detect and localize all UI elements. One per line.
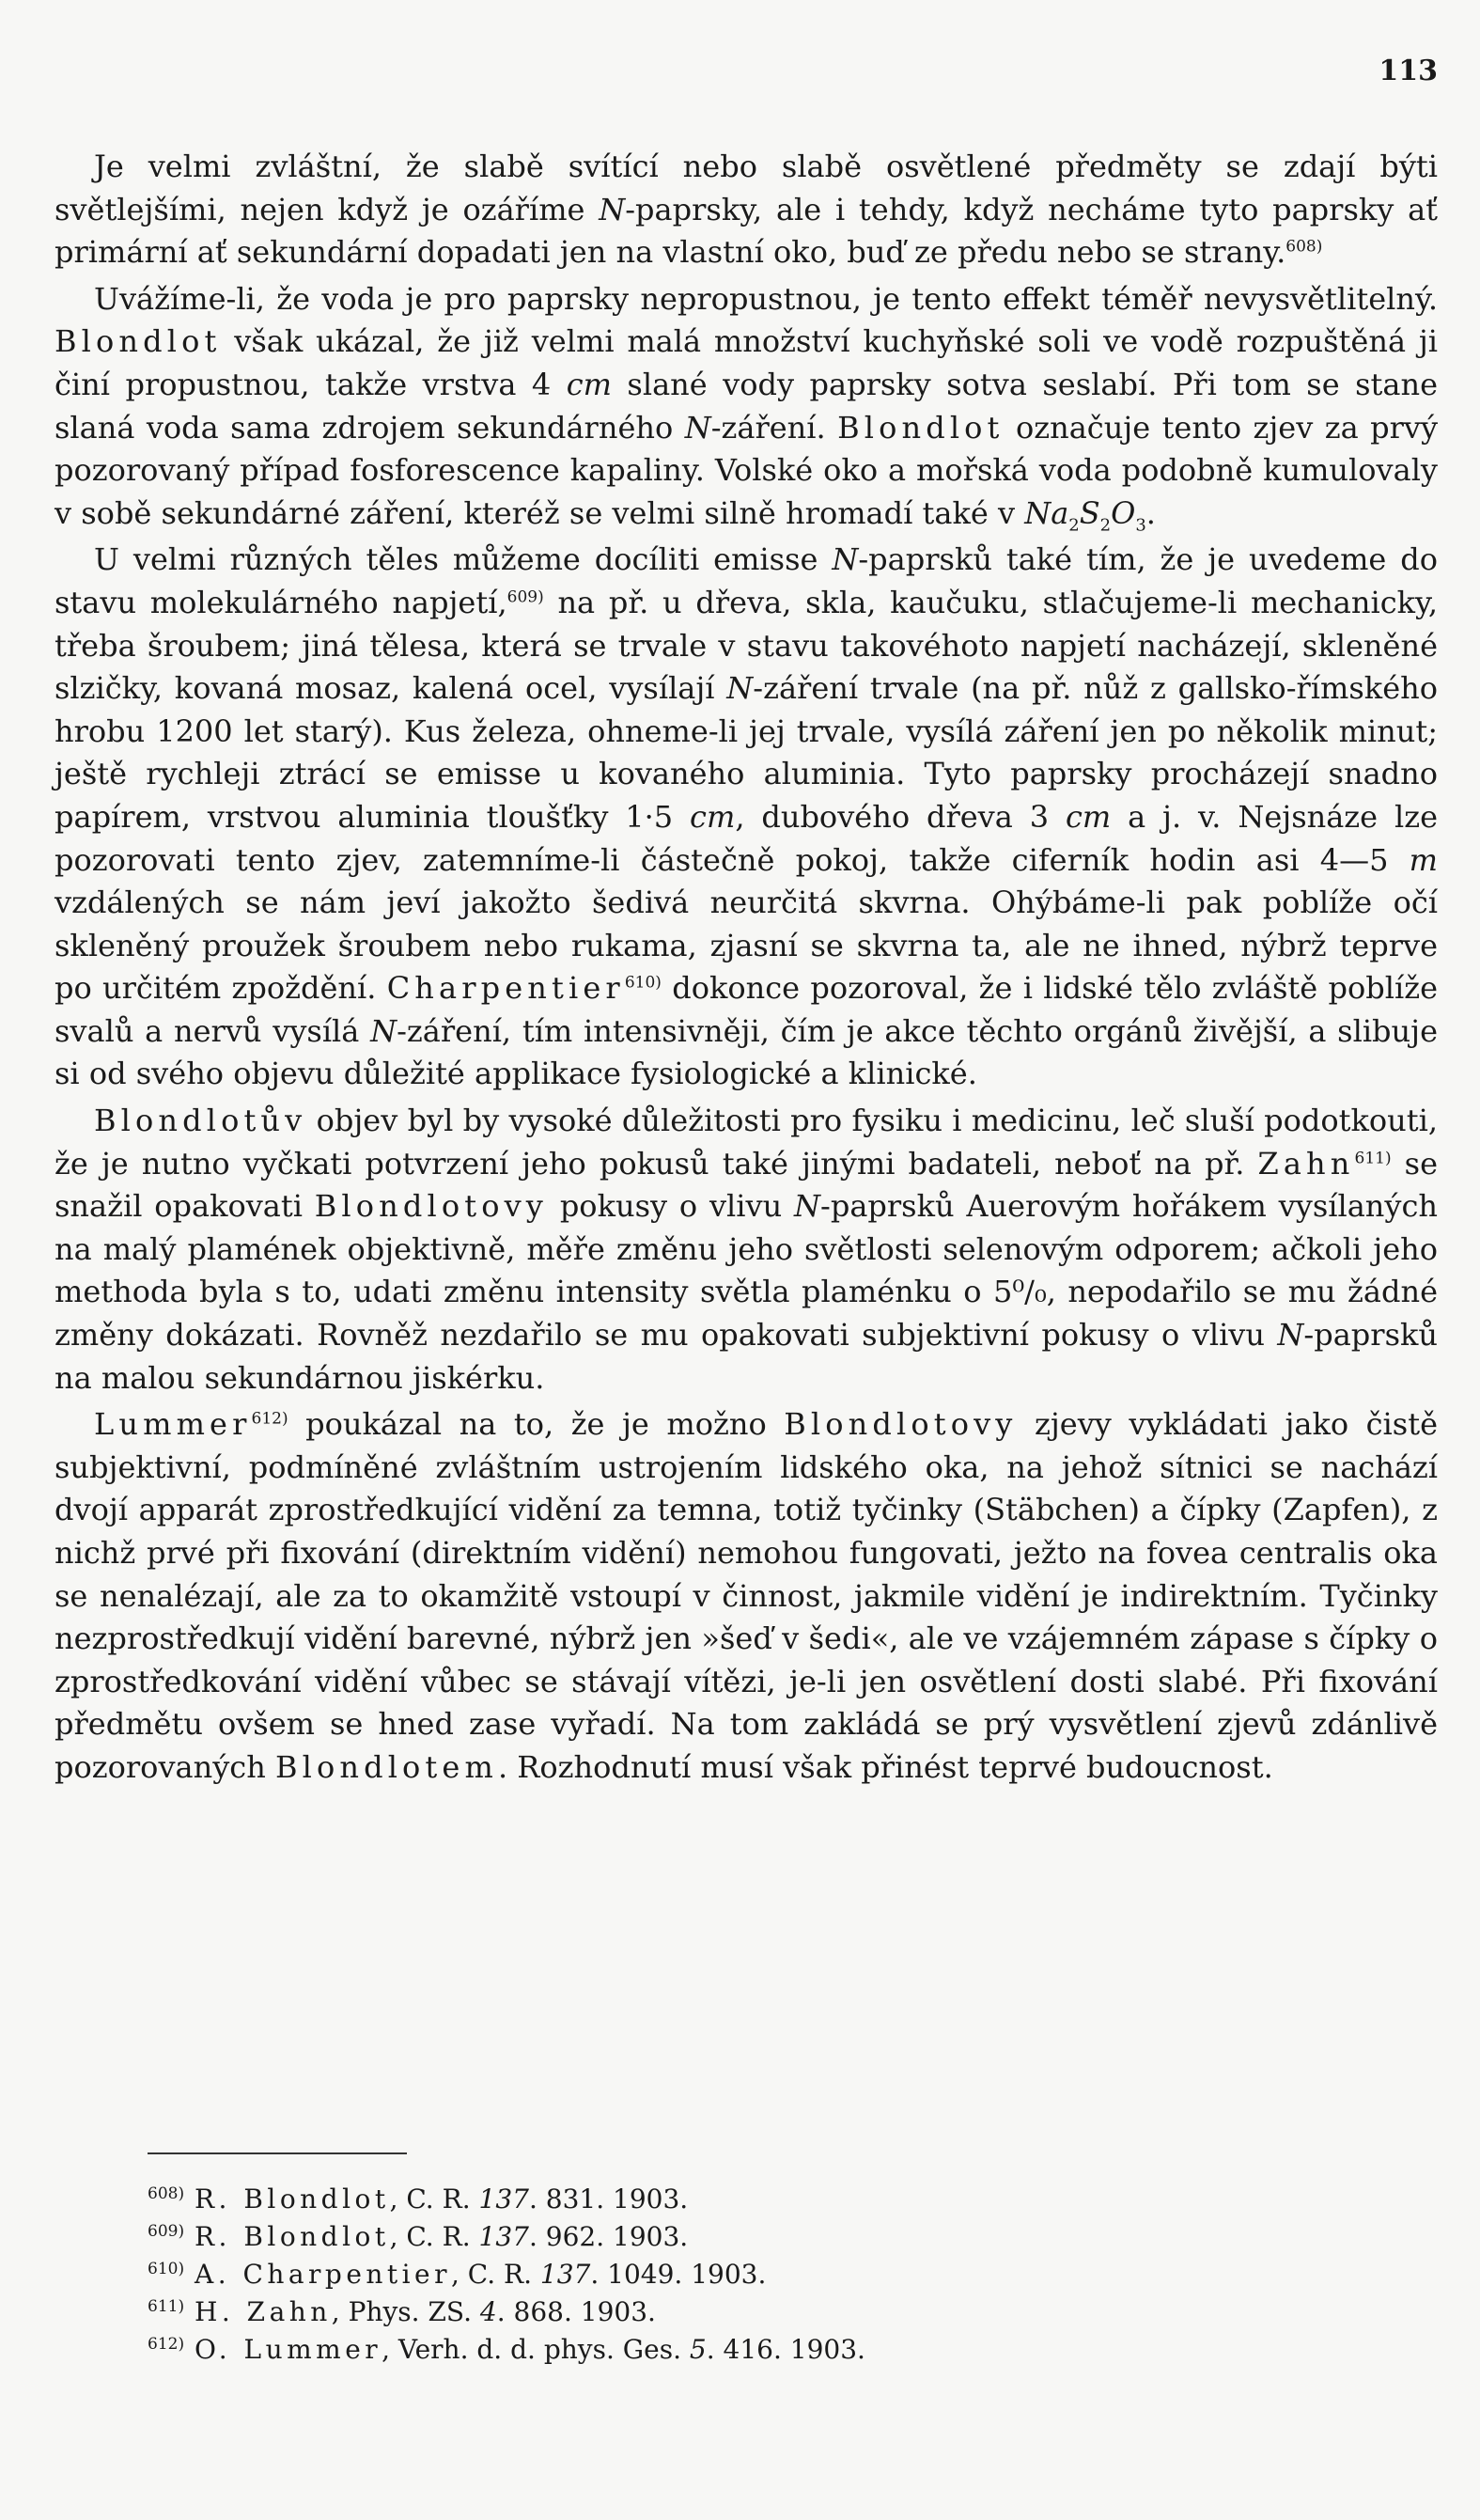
footnote-ref-609: 609) (506, 587, 544, 607)
author-name: Charpentier (386, 970, 625, 1007)
footnote-ref-610: 610) (624, 973, 662, 993)
footnote-ref-611: 611) (1354, 1149, 1392, 1167)
footnotes (148, 2181, 1369, 2369)
footnote-609: 609) R. Blondlot, C. R. 137. 962. 1903. (148, 2221, 689, 2252)
author-name: Blondlotem (274, 1748, 498, 1785)
author-name: Blondlotův (94, 1103, 307, 1139)
author-name: Blondlotovy (784, 1406, 1018, 1443)
footnote-611: 611) H. Zahn, Phys. ZS. 4. 868. 1903. (148, 2296, 656, 2327)
paragraph-5: Lummer$^{612)}$ poukázal na to, že je možno Blondlotovy zjevy vykládati jako čistě subjektivní, podmíněné zvláštním ustrojením lidského oka, na jehož sítnici se nachází dvojí apparát zprostředkující vidění za temna, totiž tyčinky (Stäbchen) a čípky (Zapfen), z nichž prvé při fixování (direktním vidění) nemohou fungovati, ježto na fovea centralis oka se nenalézají, ale za to okamžitě vstoupí v činnost, jakmile vidění je indirektním. Tyčinky nezprostředkují vidění barevné, nýbrž jen »šeď v šedi«, ale ve vzájemném zápase s čípky o zprostředkování vidění vůbec se stávají vítězi, je-li jen osvětlení dosti slabé. Při fixování předmětu ovšem se hned zase vyřadí. Na tom zakládá se prý vysvětlení zjevů zdánlivě pozorovaných Blondlotem. Rozhodnutí musí však přinést teprvé budoucnost. (55, 1406, 1439, 1785)
author-name: Blondlotovy (314, 1188, 549, 1225)
paragraph-1: Je velmi zvláštní, že slabě svítící nebo slabě osvětlené předměty se zdají býti světlejšími, nejen když je ozáříme N-paprsky, ale i tehdy, když necháme tyto paprsky ať primární ať sekundární dopadati jen na vlastní oko, buď ze předu nebo se strany.$^{608)}$ (55, 149, 1439, 271)
paragraph-3: U velmi různých těles můžeme docíliti emisse N-paprsků také tím, že je uvedeme do stavu molekulárného napjetí,$^{609)}$ na př. u dřeva, skla, kaučuku, stlačujeme-li mechanicky, třeba šroubem; jiná tělesa, která se trvale v stavu takovéhoto napjetí nacházejí, skleněné slzičky, kovaná mosaz, kalená ocel, vysílají N-záření trvale (na př. nůž z gallsko-římského hrobu 1200 let starý). Kus železa, ohneme-li jej trvale, vysílá záření jen po několik minut; ještě rychleji ztrácí se emisse u kovaného aluminia. Tyto paprsky procházejí snadno papírem, vrstvou aluminia tloušťky 1·5 cm, dubového dřeva 3 cm a j. v. Nejsnáze lze pozorovati tento zjev, zatemníme-li částečně pokoj, takže ciferník hodin asi 4—5 m vzdálených se nám jeví jakožto šedivá neurčitá skvrna. Ohýbáme-li pak poblíže očí skleněný proužek šroubem nebo rukama, zjasní se skvrna ta, ale ne ihned, nýbrž teprve po určitém zpoždění. Charpentier$^{610)}$ dokonce pozoroval, že i lidské tělo zvláště poblíže svalů a nervů vysílá N-záření, tím intensivněji, čím je akce těchto orgánů živější, a slibuje si od svého objevu důležité applikace fysiologické a klinické. (55, 541, 1439, 1092)
author-name: Blondlot (55, 323, 222, 360)
chemical-formula: $Na_2S_2O_3$ (1024, 494, 1146, 536)
author-name: Blondlot (837, 409, 1005, 446)
author-name: Lummer (94, 1406, 252, 1443)
page-number: 113 (1379, 55, 1438, 87)
footnote-610: 610) A. Charpentier, C. R. 137. 1049. 1903. (148, 2259, 767, 2290)
main-text (55, 146, 1438, 1790)
paragraph-2: Uvážíme-li, že voda je pro paprsky nepropustnou, je tento effekt téměř nevysvětlitelný. Blondlot však ukázal, že již velmi malá množství kuchyňské soli ve vodě rozpuštěná ji činí propustnou, takže vrstva 4 cm slané vody paprsky sotva seslabí. Při tom se stane slaná voda sama zdrojem sekundárného N-záření. Blondlot označuje tento zjev za prvý pozorovaný případ fosforescence kapaliny. Volské oko a mořská voda podobně kumulovaly v sobě sekundárné záření, kteréž se velmi silně hromadí také v $Na_2S_2O_3$. (55, 280, 1439, 536)
footnote-612: 612) O. Lummer, Verh. d. d. phys. Ges. 5. 416. 1903. (148, 2334, 865, 2365)
footnote-divider (148, 2152, 407, 2154)
author-name: Zahn (1257, 1145, 1355, 1182)
footnote-608: 608) R. Blondlot, C. R. 137. 831. 1903. (148, 2183, 689, 2215)
footnote-ref-608: 608) (1285, 237, 1323, 257)
footnote-ref-612: 612) (251, 1409, 288, 1429)
paragraph-4: Blondlotův objev byl by vysoké důležitosti pro fysiku i medicinu, leč sluší podotkouti, že je nutno vyčkati potvrzení jeho pokusů také jinými badateli, neboť na př. Zahn$^{611)}$ se snažil opakovati Blondlotovy pokusy o vlivu N-paprsků Auerovým hořákem vysílaných na malý plamének objektivně, měře změnu jeho světlosti selenovým odporem; ačkoli jeho methoda byla s to, udati změnu intensity světla plaménku o 5⁰/₀, nepodařilo se mu žádné změny dokázati. Rovněž nezdařilo se mu opakovati subjektivní pokusy o vlivu N-paprsků na malou sekundárnou jiskérku. (55, 1103, 1439, 1396)
